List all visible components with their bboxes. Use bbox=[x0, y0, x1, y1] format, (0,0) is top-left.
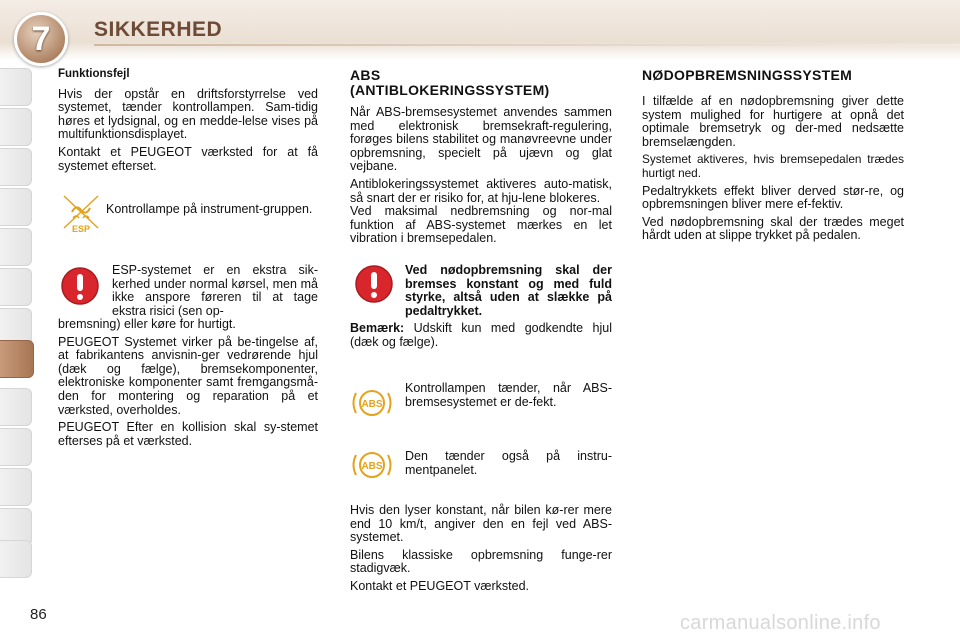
paragraph: Antiblokeringssystemet aktiveres auto-matisk, så snart der er risiko for, at hju-lene blokeres. bbox=[350, 176, 612, 205]
page-title: SIKKERHED bbox=[94, 18, 223, 41]
chapter-tab-5[interactable] bbox=[0, 228, 32, 266]
paragraph: Ved maksimal nedbremsning og nor-mal funktion af ABS-systemet mærkes en let vibration i bremsepedalen. bbox=[350, 204, 612, 246]
middle-column-top bbox=[350, 68, 612, 250]
left-column-bottom bbox=[58, 318, 318, 452]
middle-column-bottom bbox=[350, 504, 612, 598]
remark-label: Bemærk: bbox=[350, 321, 405, 335]
paragraph: bremsning) eller køre for hurtigt. bbox=[58, 317, 236, 331]
paragraph: Kontakt et PEUGEOT værksted. bbox=[350, 578, 530, 593]
chapter-tab-9[interactable] bbox=[0, 388, 32, 426]
paragraph: Kontakt et PEUGEOT værksted for at få systemet efterset. bbox=[58, 144, 318, 173]
paragraph: I tilfælde af en nødopbremsning giver dette system mulighed for hurtigere at opnå det optimale bremsetryk og der-med nedsætte bremselængden. bbox=[642, 94, 904, 149]
right-column bbox=[642, 68, 904, 247]
warning-exclamation-icon bbox=[354, 264, 394, 304]
chapter-tab-13[interactable] bbox=[0, 540, 32, 578]
watermark: carmanualsonline.info bbox=[680, 612, 881, 634]
chapter-tab-active[interactable] bbox=[0, 340, 34, 378]
remark bbox=[350, 322, 612, 349]
paragraph: Ved nødopbremsning skal der trædes meget hårdt uden at slippe trykket på pedalen. bbox=[642, 214, 904, 243]
paragraph: Når ABS-bremsesystemet anvendes sammen med elektronisk bremsekraft-regulering, forøges bilens stabilitet og manøvreevne under opbremsning, specielt på ujævn og glat vejbane. bbox=[350, 105, 612, 174]
paragraph: Pedaltrykkets effekt bliver derved stør-re, og opbremsningen bliver mere ef-fektiv. bbox=[642, 183, 904, 212]
abs-warning-lamp-icon bbox=[350, 386, 394, 420]
esp-warning-lamp-icon bbox=[58, 192, 104, 236]
chapter-tab-3[interactable] bbox=[0, 148, 32, 186]
chapter-number: 7 bbox=[31, 20, 51, 58]
esp-warning-text: ESP-systemet er en ekstra sik-kerhed under normal kørsel, men må ikke anspore føreren til at tage ekstra risici (sen op- bbox=[112, 263, 318, 318]
abs-lamp-caption: Kontrollampen tænder, når ABS-bremsesystemet er de-fekt. bbox=[405, 381, 612, 409]
chapter-badge bbox=[14, 12, 68, 66]
chapter-tab-1[interactable] bbox=[0, 68, 32, 106]
paragraph: Systemet aktiveres, hvis bremsepedalen trædes hurtigt ned. bbox=[642, 152, 904, 180]
abs-instrument-caption: Den tænder også på instru-mentpanelet. bbox=[405, 449, 612, 477]
emergency-braking-warning: Ved nødopbremsning skal der bremses konstant og med fuld styrke, altså uden at slække på pedaltrykket. bbox=[405, 263, 612, 318]
chapter-tab-10[interactable] bbox=[0, 428, 32, 466]
esp-caption: Kontrollampe på instrument-gruppen. bbox=[106, 202, 313, 216]
esp-label: ESP bbox=[71, 224, 91, 234]
paragraph: Bilens klassiske opbremsning funge-rer stadigvæk. bbox=[350, 547, 612, 576]
left-column-top bbox=[58, 68, 318, 177]
abs-label: ABS bbox=[361, 399, 383, 410]
section-title-abs: ABS bbox=[350, 67, 381, 83]
section-title-abs-sub: (ANTIBLOKERINGSSYSTEM) bbox=[350, 82, 550, 98]
header-divider bbox=[94, 44, 960, 46]
section-title-emergency: NØDOPBREMSNINGSSYSTEM bbox=[642, 67, 853, 83]
paragraph: PEUGEOT Systemet virker på be-tingelse af, at fabrikantens anvisnin-ger vedrørende hjul (dæk og fælge), bremsekomponenter, elektroniske komponenter samt fremgangsmå-den for montering og reparation på et værksted, overholdes. bbox=[58, 334, 318, 417]
section-subtitle: Funktionsfejl bbox=[58, 68, 130, 80]
chapter-tab-4[interactable] bbox=[0, 188, 32, 226]
warning-exclamation-icon bbox=[60, 266, 100, 306]
paragraph: Hvis der opstår en driftsforstyrrelse ved systemet, tænder kontrollampen. Sam-tidig høres et lydsignal, og en medde-lelse vises på multifunktionsdisplayet. bbox=[58, 86, 318, 142]
abs-label: ABS bbox=[361, 461, 383, 472]
abs-warning-lamp-icon bbox=[350, 448, 394, 482]
page-number: 86 bbox=[30, 606, 47, 623]
remark-text: Udskift kun med godkendte hjul (dæk og fælge). bbox=[350, 321, 612, 349]
paragraph: Hvis den lyser konstant, når bilen kø-rer mere end 10 km/t, angiver den en fejl ved ABS-systemet. bbox=[350, 503, 612, 545]
chapter-tab-2[interactable] bbox=[0, 108, 32, 146]
paragraph: PEUGEOT Efter en kollision skal sy-stemet efterses på et værksted. bbox=[58, 420, 318, 448]
chapter-tab-11[interactable] bbox=[0, 468, 32, 506]
chapter-tab-6[interactable] bbox=[0, 268, 32, 306]
